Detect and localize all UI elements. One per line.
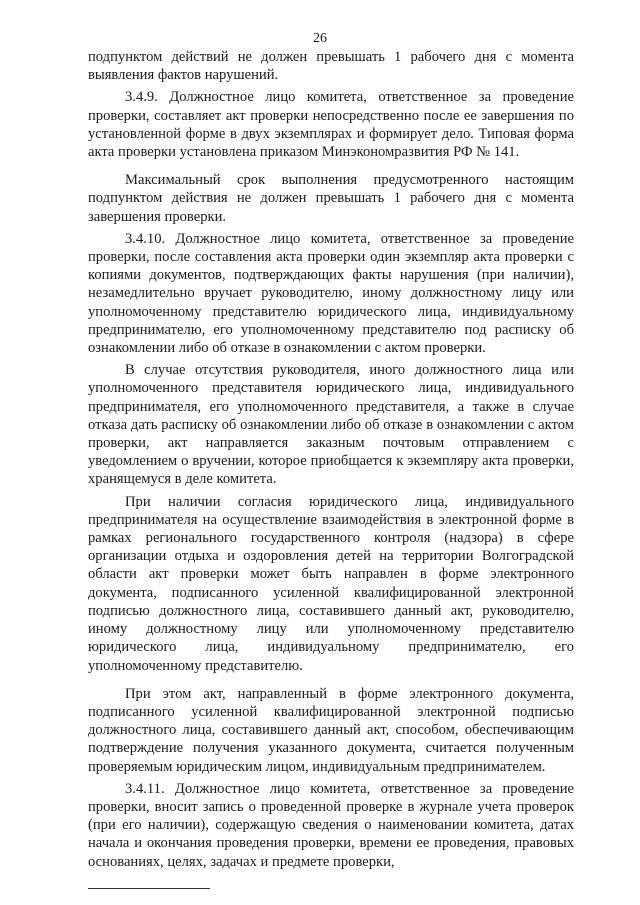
paragraph-absence-case: В случае отсутствия руководителя, иного должностного лица или уполномоченного представителя юридического лица, индивидуального предпринимателя, его уполномоченного представителя, а также в случае отказа дать расписку об ознакомлении либо об отказе в ознакомлении с актом проверки, акт направляется заказным почтовым отправлением с уведомлением о вручении, которое приобщается к экземпляру акта проверки, хранящемуся в деле комитета. bbox=[88, 362, 574, 488]
paragraph-max-time: Максимальный срок выполнения предусмотренного настоящим подпунктом действия не должен превышать 1 рабочего дня с момента завершения проверки. bbox=[88, 172, 574, 225]
paragraph-electronic-act: При этом акт, направленный в форме электронного документа, подписанного усиленной квалифицированной электронной подписью должностного лица, составившего данный акт, способом, обеспечивающим подтверждение получения указанного документа, считается полученным проверяемым юридическим лицом, индивидуальным предпринимателем. bbox=[88, 685, 574, 775]
paragraph-electronic-consent: При наличии согласия юридического лица, индивидуального предпринимателя на осуществление взаимодействия в электронной форме в рамках регионального государственного контроля (надзора) в сфере организации отдыха и оздоровления детей на территории Волгоградской области акт проверки может быть направлен в форме электронного документа, подписанного усиленной квалифицированной электронной подписью должностного лица, составившего данный акт, руководителю, иному должностному лицу или уполномоченному представителю юридического лица, индивидуальному предпринимателю, его уполномоченному представителю. bbox=[88, 493, 574, 674]
paragraph-3-4-11: 3.4.11. Должностное лицо комитета, ответственное за проведение проверки, вносит запись о проведенной проверке в журнале учета проверок (при его наличии), содержащую сведения о наименовании комитета, датах начала и окончания проведения проверки, времени ее проведения, правовых основаниях, целях, задачах и предмете проверки, bbox=[88, 780, 574, 870]
paragraph-continuation: подпунктом действий не должен превышать 1 рабочего дня с момента выявления фактов нарушений. bbox=[88, 49, 574, 84]
page-number: 26 bbox=[313, 31, 327, 46]
document-body bbox=[88, 48, 574, 871]
paragraph-3-4-10: 3.4.10. Должностное лицо комитета, ответственное за проведение проверки, после составления акта проверки один экземпляр акта проверки с копиями документов, подтверждающих факты нарушения (при наличии), незамедлительно вручает руководителю, иному должностному лицу или уполномоченному представителю юридического лица, индивидуальному предпринимателю, его уполномоченному представителю под расписку об ознакомлении либо об отказе в ознакомлении с актом проверки. bbox=[88, 230, 574, 357]
paragraph-3-4-9: 3.4.9. Должностное лицо комитета, ответственное за проведение проверки, составляет акт проверки непосредственно после ее завершения по установленной форме в двух экземплярах и формирует дело. Типовая форма акта проверки установлена приказом Минэкономразвития РФ № 141. bbox=[88, 89, 574, 161]
footnote-rule bbox=[88, 888, 210, 889]
